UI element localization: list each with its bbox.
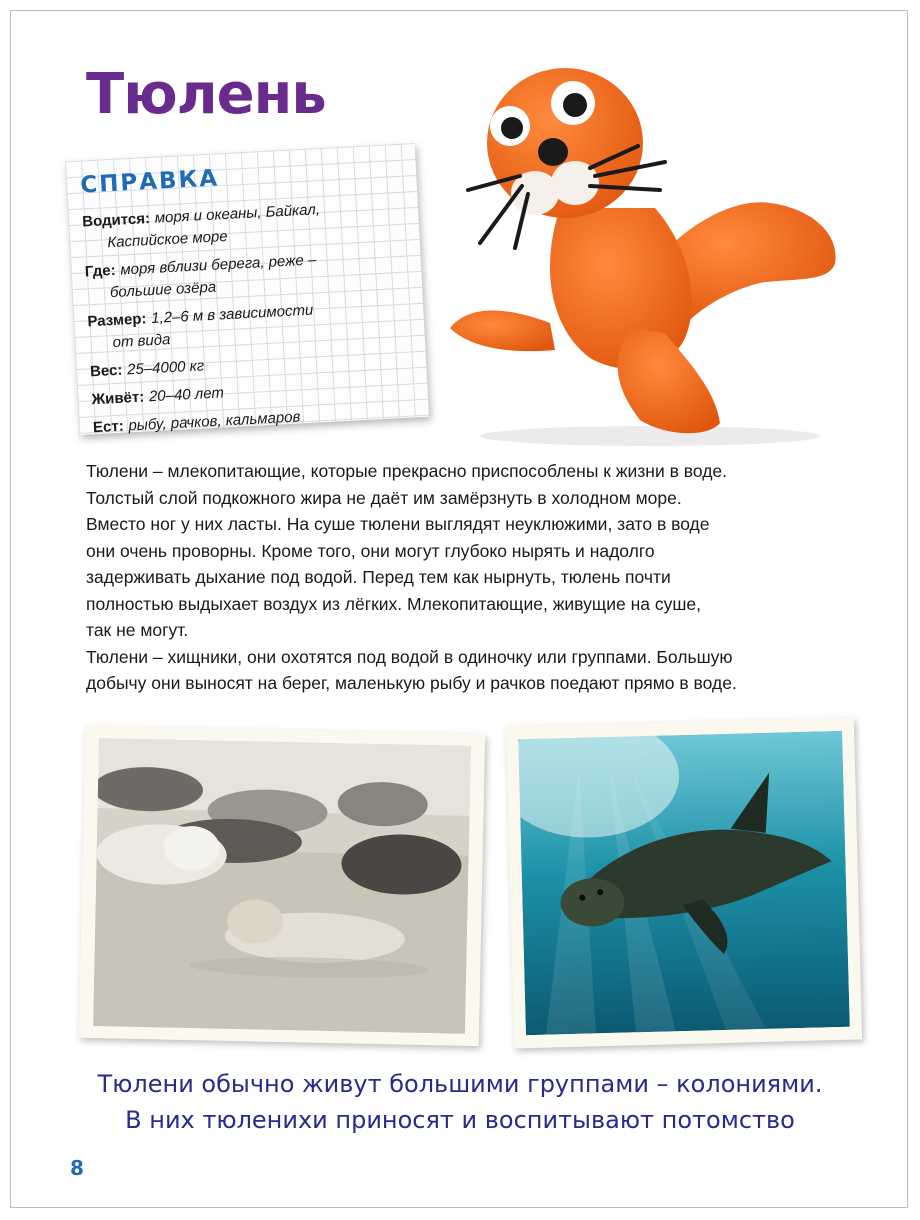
- reference-value: 1,2–6 м в зависимости: [150, 301, 314, 328]
- reference-list: [82, 194, 419, 445]
- reference-heading: СПРАВКА: [79, 165, 220, 199]
- reference-value: моря и океаны, Байкал,: [154, 201, 321, 227]
- reference-value: 20–40 лет: [148, 384, 225, 406]
- seal-underwater-photo: [518, 731, 850, 1035]
- body-line: так не могут.: [86, 620, 189, 640]
- caption-line-2: В них тюленихи приносят и воспитывают потомство: [125, 1106, 795, 1134]
- reference-label: Живёт:: [91, 388, 145, 409]
- reference-label: Где:: [84, 261, 117, 281]
- body-line: Тюлени – хищники, они охотятся под водой в одиночку или группами. Большую: [86, 646, 733, 667]
- reference-value: рыбу, рачков, кальмаров: [128, 408, 301, 435]
- reference-value-cont: Каспийское море: [106, 227, 229, 252]
- body-line: полностью выдыхает воздух из лёгких. Млекопитающие, живущие на суше,: [86, 593, 701, 614]
- reference-value-cont: большие озёра: [109, 278, 217, 302]
- reference-card: [65, 143, 429, 435]
- seals-on-beach-photo: [93, 738, 471, 1034]
- reference-label: Размер:: [87, 310, 147, 331]
- page-title: Тюлень: [86, 62, 326, 127]
- body-line: Толстый слой подкожного жира не даёт им замёрзнуть в холодном море.: [86, 487, 682, 508]
- page-number: 8: [70, 1156, 84, 1180]
- photo-caption: [60, 1066, 860, 1138]
- reference-label: Вес:: [89, 361, 123, 381]
- reference-label: Водится:: [81, 209, 151, 231]
- body-line: добычу они выносят на берег, маленькую рыбу и рачков поедают прямо в воде.: [86, 673, 737, 693]
- body-line: Вместо ног у них ласты. На суше тюлени выглядят неуклюжими, зато в воде: [86, 514, 710, 534]
- reference-value-cont: от вида: [112, 331, 171, 352]
- reference-value: моря вблизи берега, реже –: [119, 251, 317, 279]
- caption-line-1: Тюлени обычно живут большими группами – колониями.: [97, 1070, 823, 1098]
- reference-value: 25–4000 кг: [126, 357, 205, 379]
- plasticine-seal-model: [440, 58, 850, 448]
- body-line: Тюлени – млекопитающие, которые прекрасно приспособлены к жизни в воде.: [86, 461, 727, 481]
- photo-frame-beach: [79, 726, 485, 1046]
- photo-frame-underwater: [506, 718, 862, 1049]
- body-line: задерживать дыхание под водой. Перед тем как нырнуть, тюлень почти: [86, 567, 671, 587]
- reference-label: Ест:: [92, 417, 125, 437]
- body-line: они очень проворны. Кроме того, они могут глубоко нырять и надолго: [86, 540, 655, 561]
- body-text: [86, 458, 786, 697]
